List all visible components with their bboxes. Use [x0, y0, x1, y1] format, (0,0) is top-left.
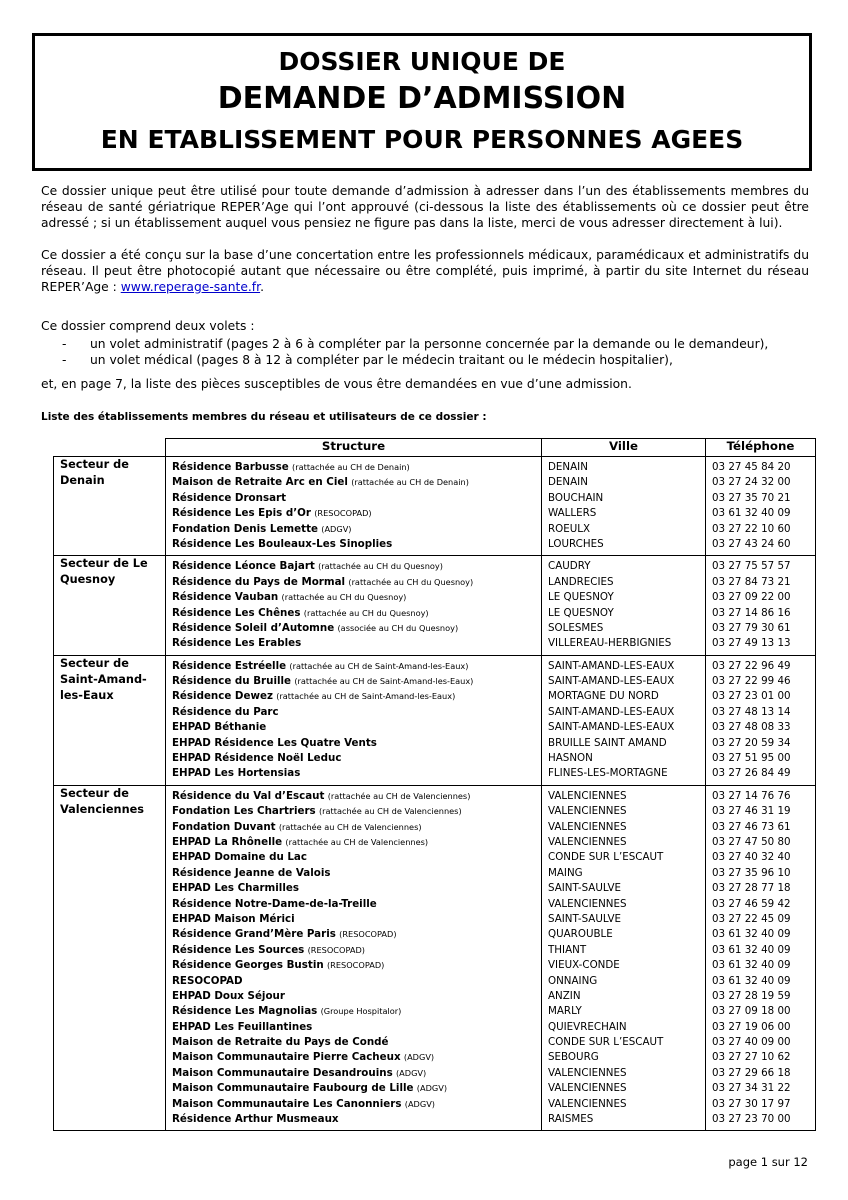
establishment-note: (RESOCOPAD): [314, 508, 372, 519]
telephone-cell: 03 27 20 59 34: [712, 736, 791, 749]
structure-cell: [172, 606, 541, 621]
structure-cell: [172, 820, 541, 835]
sector-name: Secteur de Valenciennes: [54, 785, 166, 1131]
establishment-note: (RESOCOPAD): [339, 929, 397, 940]
ville-cell: DENAIN: [548, 476, 588, 489]
ville-cell: WALLERS: [548, 507, 597, 520]
establishment-name: Résidence Les Erables: [172, 637, 302, 650]
establishment-name: Fondation Duvant: [172, 820, 276, 833]
ville-cell: BRUILLE SAINT AMAND: [548, 736, 667, 749]
establishment-note: (rattachée au CH de Valenciennes): [318, 806, 462, 817]
establishment-name: Maison Communautaire Desandrouins: [172, 1066, 393, 1079]
structure-cell: [172, 590, 541, 605]
ville-cell: LE QUESNOY: [548, 606, 614, 619]
ville-cell: VALENCIENNES: [548, 1097, 627, 1110]
telephone-cell: 03 27 49 13 13: [712, 637, 791, 650]
intro-paragraph-2-end: .: [260, 280, 264, 294]
telephone-cell: 03 27 22 99 46: [712, 675, 791, 688]
ville-cell-group: [542, 785, 706, 1131]
structure-cell: [172, 559, 541, 574]
establishment-note: (rattachée au CH de Saint-Amand-les-Eaux): [276, 691, 456, 702]
title-line-3: EN ETABLISSEMENT POUR PERSONNES AGEES: [100, 125, 744, 154]
ville-cell: RAISMES: [548, 1113, 594, 1126]
establishment-name: EHPAD Les Charmilles: [172, 882, 299, 895]
telephone-cell: 03 27 34 31 22: [712, 1082, 791, 1095]
establishment-note: (rattachée au CH du Quesnoy): [348, 576, 474, 587]
ville-cell: ANZIN: [548, 989, 581, 1002]
ville-cell: VALENCIENNES: [548, 805, 627, 818]
telephone-cell: 03 61 32 40 09: [712, 507, 791, 520]
ville-cell-group: [542, 457, 706, 556]
structure-cell: [172, 636, 541, 651]
ville-cell: THIANT: [548, 943, 587, 956]
ville-cell: MORTAGNE DU NORD: [548, 690, 659, 703]
telephone-cell: 03 27 48 13 14: [712, 705, 791, 718]
establishment-name: Résidence du Parc: [172, 705, 279, 718]
telephone-cell-group: [706, 655, 816, 785]
ville-cell: VALENCIENNES: [548, 897, 627, 910]
structure-cell: [172, 850, 541, 865]
structure-cell: [172, 674, 541, 689]
telephone-cell: 03 27 46 31 19: [712, 805, 791, 818]
intro-paragraph-2-text: Ce dossier a été conçu sur la base d’une concertation entre les professionnels médicaux, paramédicaux et administratifs du réseau. Il peut être photocopié autant que nécessaire ou être complété, puis imprimé, à partir du site Internet du réseau REPER’Age :: [41, 248, 809, 294]
list-dash: -: [62, 337, 67, 351]
telephone-cell: 03 27 19 06 00: [712, 1020, 791, 1033]
structure-cell: [172, 927, 541, 942]
ville-cell: SAINT-AMAND-LES-EAUX: [548, 659, 675, 672]
establishment-name: EHPAD Résidence Noël Leduc: [172, 752, 342, 765]
structure-cell: [172, 1020, 541, 1035]
telephone-cell: 03 27 09 18 00: [712, 1005, 791, 1018]
structure-cell: [172, 575, 541, 590]
intro-paragraph-4: et, en page 7, la liste des pièces susceptibles de vous être demandées en vue d’une admission.: [41, 377, 632, 391]
structure-cell: [172, 789, 541, 804]
telephone-cell: 03 61 32 40 09: [712, 943, 791, 956]
establishment-note: (RESOCOPAD): [307, 944, 365, 955]
title-line-1: DOSSIER UNIQUE DE: [278, 47, 566, 76]
establishment-name: Résidence Arthur Musmeaux: [172, 1113, 339, 1126]
ville-cell: CAUDRY: [548, 560, 591, 573]
establishment-name: Maison Communautaire Pierre Cacheux: [172, 1051, 401, 1064]
telephone-cell: 03 27 29 66 18: [712, 1066, 791, 1079]
telephone-cell: 03 27 79 30 61: [712, 621, 791, 634]
intro-paragraph-1: Ce dossier unique peut être utilisé pour toute demande d’admission à adresser dans l’un des établissements membres du réseau de santé gériatrique REPER’Age qui l’ont approuvé (ci-dessous la liste des établissements où ce dossier peut être adressé ; si un établissement auquel vous pensiez ne figure pas dans la liste, merci de vous adresser directement à lui).: [41, 184, 809, 230]
ville-cell: ONNAING: [548, 974, 598, 987]
establishment-note: (rattachée au CH de Saint-Amand-les-Eaux): [289, 660, 469, 671]
list-dash: -: [62, 353, 67, 367]
structure-cell: [172, 720, 541, 735]
telephone-cell-group: [706, 556, 816, 655]
establishment-name: RESOCOPAD: [172, 974, 243, 987]
establishment-note: (rattachée au CH de Saint-Amand-les-Eaux): [294, 676, 474, 687]
ville-cell: VILLEREAU-HERBIGNIES: [548, 637, 672, 650]
ville-cell: VALENCIENNES: [548, 1066, 627, 1079]
structure-cell: [172, 689, 541, 704]
establishment-name: Résidence Dewez: [172, 690, 273, 703]
table-header-blank: [54, 439, 166, 457]
establishment-name: Résidence Soleil d’Automne: [172, 621, 335, 634]
establishment-name: Résidence Jeanne de Valois: [172, 866, 331, 879]
establishment-note: (ADGV): [395, 1067, 427, 1078]
column-header-structure: Structure: [166, 439, 542, 457]
establishment-name: Résidence Vauban: [172, 591, 279, 604]
establishment-name: Résidence Estréelle: [172, 659, 287, 672]
establishment-name: Résidence du Pays de Mormal: [172, 575, 346, 588]
structure-cell: [172, 912, 541, 927]
ville-cell: QUAROUBLE: [548, 928, 613, 941]
structure-cell: [172, 522, 541, 537]
establishment-name: EHPAD La Rhônelle: [172, 835, 283, 848]
establishment-name: Résidence Dronsart: [172, 491, 287, 504]
establishment-note: (RESOCOPAD): [326, 960, 385, 971]
ville-cell: LANDRECIES: [548, 575, 614, 588]
structure-cell: [172, 1066, 541, 1081]
telephone-cell: 03 27 24 32 00: [712, 476, 791, 489]
telephone-cell: 03 27 40 32 40: [712, 851, 791, 864]
ville-cell: CONDE SUR L’ESCAUT: [548, 851, 664, 864]
establishment-name: Maison Communautaire Faubourg de Lille: [172, 1082, 414, 1095]
establishment-note: (associée au CH du Quesnoy): [337, 622, 459, 633]
establishment-note: (ADGV): [321, 523, 352, 534]
structure-cell: [172, 1004, 541, 1019]
establishment-name: Résidence Les Magnolias: [172, 1005, 318, 1018]
structure-cell: [172, 835, 541, 850]
sector-name: Secteur de Denain: [54, 457, 166, 556]
structure-cell: [172, 943, 541, 958]
ville-cell: SAINT-AMAND-LES-EAUX: [548, 675, 675, 688]
ville-cell: HASNON: [548, 752, 593, 765]
structure-cell: [172, 1112, 541, 1127]
ville-cell: VIEUX-CONDE: [548, 959, 620, 972]
ville-cell: SAINT-SAULVE: [548, 912, 622, 925]
telephone-cell: 03 27 35 96 10: [712, 866, 791, 879]
ville-cell: QUIEVRECHAIN: [548, 1020, 627, 1033]
establishment-name: Fondation Les Chartriers: [172, 805, 316, 818]
establishment-name: Maison Communautaire Les Canonniers: [172, 1097, 402, 1110]
telephone-cell: 03 27 14 86 16: [712, 606, 791, 619]
ville-cell: LE QUESNOY: [548, 591, 614, 604]
establishment-note: (rattachée au CH de Valenciennes): [278, 821, 422, 832]
ville-cell: SAINT-AMAND-LES-EAUX: [548, 705, 675, 718]
telephone-cell: 03 27 46 73 61: [712, 820, 791, 833]
structure-cell: [172, 506, 541, 521]
establishment-name: Maison de Retraite Arc en Ciel: [172, 476, 348, 489]
ville-cell: VALENCIENNES: [548, 789, 627, 802]
establishment-name: EHPAD Domaine du Lac: [172, 851, 307, 864]
sector-name: Secteur de Le Quesnoy: [54, 556, 166, 655]
structure-cell: [172, 866, 541, 881]
ville-cell: LOURCHES: [548, 537, 604, 550]
table-header-row: [54, 439, 816, 457]
page-number: page 1 sur 12: [728, 1155, 808, 1169]
establishment-name: EHPAD Les Feuillantines: [172, 1020, 313, 1033]
telephone-cell: 03 27 28 19 59: [712, 989, 791, 1002]
ville-cell: SEBOURG: [548, 1051, 599, 1064]
structure-cell: [172, 475, 541, 490]
establishment-name: Résidence Georges Bustin: [172, 959, 324, 972]
establishment-note: (ADGV): [416, 1083, 448, 1094]
establishment-name: EHPAD Les Hortensias: [172, 767, 301, 780]
establishment-name: Résidence Grand’Mère Paris: [172, 928, 336, 941]
structure-cell: [172, 491, 541, 506]
establishment-name: EHPAD Résidence Les Quatre Vents: [172, 736, 377, 749]
website-link[interactable]: www.reperage-sante.fr: [120, 280, 261, 294]
structure-cell: [172, 537, 541, 552]
ville-cell: SAINT-AMAND-LES-EAUX: [548, 721, 675, 734]
structure-cell: [172, 974, 541, 989]
establishment-note: (ADGV): [404, 1098, 435, 1109]
telephone-cell: 03 27 45 84 20: [712, 461, 791, 473]
structure-cell: [172, 1097, 541, 1112]
telephone-cell: 03 27 22 45 09: [712, 912, 791, 925]
establishments-table: [53, 438, 816, 1131]
structure-cell: [172, 460, 541, 475]
ville-cell: VALENCIENNES: [548, 820, 627, 833]
establishment-note: (rattachée au CH de Valenciennes): [327, 790, 471, 801]
structure-cell: [172, 1035, 541, 1050]
telephone-cell: 03 27 26 84 49: [712, 767, 791, 780]
intro-paragraph-2: [41, 247, 809, 295]
telephone-cell: 03 27 14 76 76: [712, 789, 791, 802]
structure-cell: [172, 766, 541, 781]
establishment-name: Résidence du Val d’Escaut: [172, 789, 325, 802]
telephone-cell: 03 27 22 10 60: [712, 522, 791, 535]
telephone-cell: 03 27 43 24 60: [712, 537, 791, 550]
ville-cell: MARLY: [548, 1005, 582, 1018]
ville-cell: SOLESMES: [548, 621, 604, 634]
list-item-text: un volet médical (pages 8 à 12 à compléter par le médecin traitant ou le médecin hospitalier),: [90, 353, 673, 367]
establishment-note: (rattachée au CH du Quesnoy): [318, 561, 443, 572]
establishment-name: Résidence Barbusse: [172, 461, 289, 473]
establishment-name: EHPAD Béthanie: [172, 721, 267, 734]
telephone-cell: 03 27 28 77 18: [712, 882, 791, 895]
structure-cell: [172, 736, 541, 751]
establishment-note: (rattachée au CH du Quesnoy): [303, 607, 429, 618]
list-item-text: un volet administratif (pages 2 à 6 à compléter par la personne concernée par la demande ou le demandeur),: [90, 337, 769, 351]
structure-cell: [172, 1050, 541, 1065]
ville-cell: VALENCIENNES: [548, 835, 627, 848]
establishment-note: (rattachée au CH de Valenciennes): [285, 836, 429, 847]
ville-cell-group: [542, 556, 706, 655]
establishment-name: EHPAD Doux Séjour: [172, 989, 285, 1002]
telephone-cell: 03 27 23 01 00: [712, 690, 791, 703]
telephone-cell: 03 27 46 59 42: [712, 897, 791, 910]
structure-cell: [172, 958, 541, 973]
ville-cell: VALENCIENNES: [548, 1082, 627, 1095]
sector-group-row: [54, 556, 816, 655]
table-body: [54, 457, 816, 1131]
establishment-name: Fondation Denis Lemette: [172, 522, 318, 535]
structure-cell-group: [166, 655, 542, 785]
ville-cell: FLINES-LES-MORTAGNE: [548, 767, 668, 780]
establishment-name: Résidence Les Sources: [172, 943, 305, 956]
telephone-cell: 03 27 30 17 97: [712, 1097, 791, 1110]
structure-cell: [172, 621, 541, 636]
telephone-cell: 03 27 47 50 80: [712, 835, 791, 848]
ville-cell: DENAIN: [548, 461, 588, 473]
structure-cell: [172, 1081, 541, 1096]
structure-cell-group: [166, 457, 542, 556]
intro-paragraph-3: Ce dossier comprend deux volets :: [41, 319, 255, 333]
telephone-cell-group: [706, 457, 816, 556]
establishment-name: Résidence Notre-Dame-de-la-Treille: [172, 897, 377, 910]
structure-cell: [172, 705, 541, 720]
telephone-cell: 03 27 84 73 21: [712, 575, 791, 588]
establishment-name: Résidence du Bruille: [172, 675, 292, 688]
establishments-list-heading: Liste des établissements membres du réseau et utilisateurs de ce dossier :: [41, 411, 487, 423]
column-header-telephone: Téléphone: [706, 439, 816, 457]
structure-cell: [172, 659, 541, 674]
ville-cell: BOUCHAIN: [548, 491, 604, 504]
ville-cell: SAINT-SAULVE: [548, 882, 622, 895]
establishment-note: (rattachée au CH de Denain): [351, 477, 469, 488]
telephone-cell: 03 27 51 95 00: [712, 752, 791, 765]
structure-cell: [172, 804, 541, 819]
telephone-cell: 03 27 35 70 21: [712, 491, 791, 504]
ville-cell: MAING: [548, 866, 583, 879]
telephone-cell: 03 27 22 96 49: [712, 659, 791, 672]
telephone-cell: 03 61 32 40 09: [712, 974, 791, 987]
column-header-ville: Ville: [542, 439, 706, 457]
establishment-name: Résidence Les Bouleaux-Les Sinoplies: [172, 537, 393, 550]
establishment-note: (ADGV): [403, 1052, 435, 1063]
telephone-cell: 03 27 75 57 57: [712, 560, 791, 573]
ville-cell: ROEULX: [548, 522, 591, 535]
telephone-cell: 03 27 48 08 33: [712, 721, 791, 734]
structure-cell: [172, 751, 541, 766]
establishment-note: (rattachée au CH de Denain): [292, 462, 410, 472]
establishment-name: Maison de Retraite du Pays de Condé: [172, 1036, 389, 1049]
document-title-box: [32, 33, 812, 171]
establishment-name: Résidence Les Chênes: [172, 606, 301, 619]
sector-group-row: [54, 785, 816, 1131]
structure-cell-group: [166, 785, 542, 1131]
telephone-cell-group: [706, 785, 816, 1131]
telephone-cell: 03 27 09 22 00: [712, 591, 791, 604]
establishment-name: Résidence Les Epis d’Or: [172, 507, 311, 520]
establishment-name: Résidence Léonce Bajart: [172, 560, 315, 573]
structure-cell: [172, 881, 541, 896]
telephone-cell: 03 27 23 70 00: [712, 1113, 791, 1126]
telephone-cell: 03 61 32 40 09: [712, 928, 791, 941]
structure-cell: [172, 897, 541, 912]
sector-group-row: [54, 655, 816, 785]
establishment-note: (Groupe Hospitalor): [320, 1006, 402, 1017]
sector-name: Secteur de Saint-Amand-les-Eaux: [54, 655, 166, 785]
title-line-2: DEMANDE D’ADMISSION: [217, 81, 627, 116]
telephone-cell: 03 61 32 40 09: [712, 959, 791, 972]
ville-cell-group: [542, 655, 706, 785]
structure-cell: [172, 989, 541, 1004]
sector-group-row: [54, 457, 816, 556]
ville-cell: CONDE SUR L’ESCAUT: [548, 1036, 664, 1049]
establishment-name: EHPAD Maison Mérici: [172, 912, 295, 925]
telephone-cell: 03 27 27 10 62: [712, 1051, 791, 1064]
telephone-cell: 03 27 40 09 00: [712, 1036, 791, 1049]
structure-cell-group: [166, 556, 542, 655]
establishment-note: (rattachée au CH du Quesnoy): [281, 592, 407, 603]
